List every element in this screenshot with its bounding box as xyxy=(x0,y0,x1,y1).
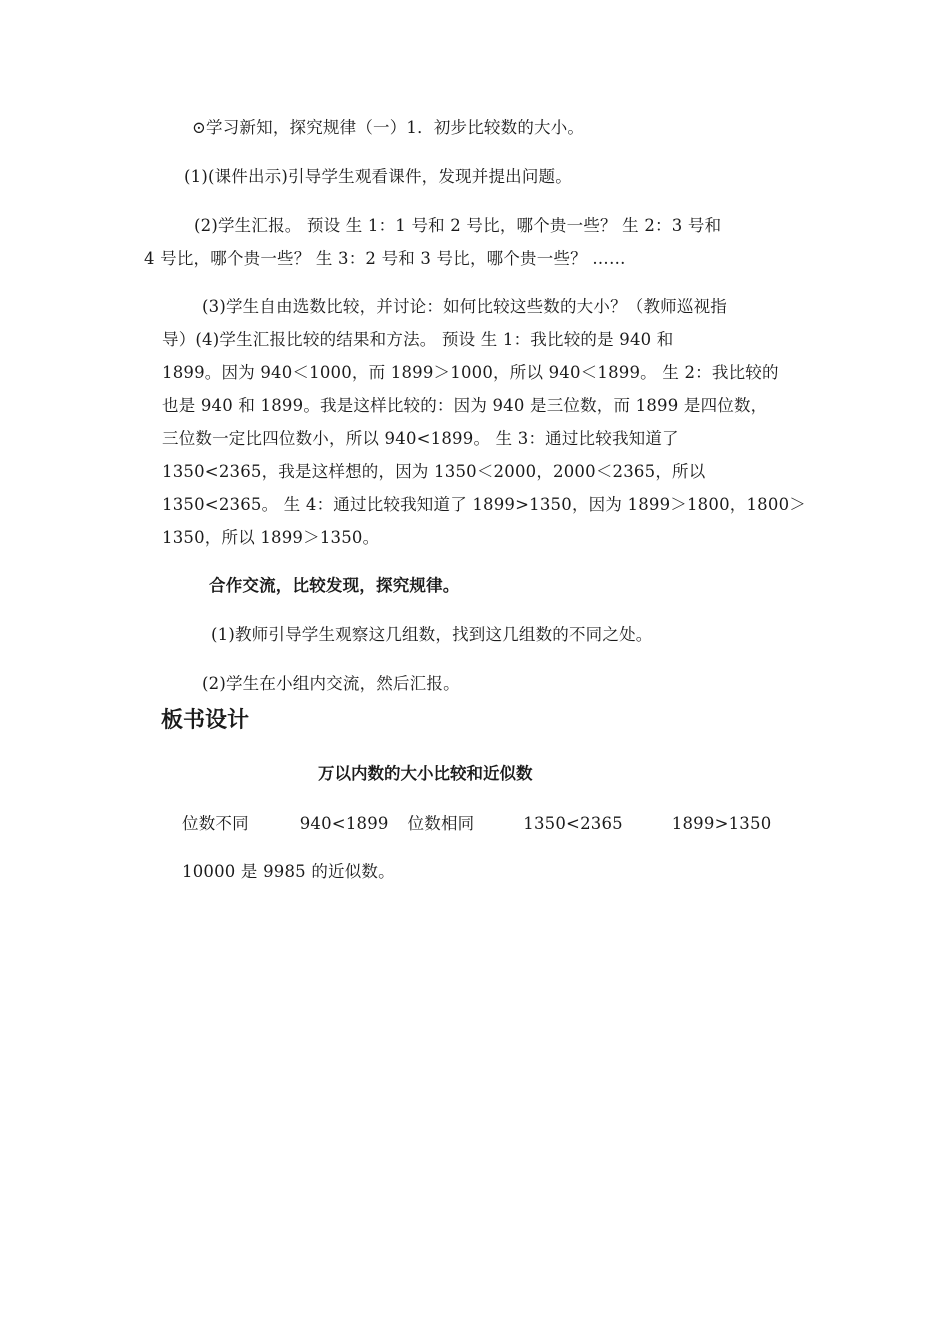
paragraph-cooperate-step-2: (2)学生在小组内交流，然后汇报。 xyxy=(202,674,460,693)
board-value-1350-2365: 1350<2365 xyxy=(523,814,623,833)
paragraph-step-3-4 xyxy=(162,290,806,554)
board-design-heading: 板书设计 xyxy=(161,708,250,733)
board-label-digits-same: 位数相同 xyxy=(407,814,475,833)
paragraph-step-2 xyxy=(144,209,721,275)
paragraph-line: (3)学生自由选数比较，并讨论：如何比较这些数的大小？（教师巡视指 xyxy=(202,297,727,316)
section-heading-cooperate: 合作交流，比较发现，探究规律。 xyxy=(209,576,460,595)
paragraph-line: 三位数一定比四位数小，所以 940<1899。 生 3：通过比较我知道了 xyxy=(162,429,679,448)
board-value-1899-1350: 1899>1350 xyxy=(671,814,772,833)
board-title: 万以内数的大小比较和近似数 xyxy=(318,764,533,783)
paragraph-line: 1350<2365。 生 4：通过比较我知道了 1899>1350，因为 1899＞1800，1800＞ xyxy=(162,495,806,514)
board-value-940-1899: 940<1899 xyxy=(299,814,389,833)
paragraph-line: 1350，所以 1899＞1350。 xyxy=(162,528,380,547)
board-row-comparisons xyxy=(182,807,771,840)
section-heading-learn-new: ⊙学习新知，探究规律（一）1．初步比较数的大小。 xyxy=(192,118,585,137)
paragraph-line: 1899。因为 940＜1000，而 1899＞1000，所以 940＜1899。 生 2：我比较的 xyxy=(162,363,779,382)
board-label-digits-different: 位数不同 xyxy=(182,814,249,833)
paragraph-line: (2)学生汇报。 预设 生 1：1 号和 2 号比，哪个贵一些？ 生 2：3 号和 xyxy=(194,216,722,235)
paragraph-line: 1350<2365，我是这样想的，因为 1350＜2000，2000＜2365，所以 xyxy=(162,462,706,481)
paragraph-line: 也是 940 和 1899。我是这样比较的：因为 940 是三位数，而 1899 是四位数， xyxy=(162,396,768,415)
paragraph-cooperate-step-1: (1)教师引导学生观察这几组数，找到这几组数的不同之处。 xyxy=(211,625,653,644)
paragraph-step-1: (1)(课件出示)引导学生观看课件，发现并提出问题。 xyxy=(184,167,572,186)
board-approximation: 10000 是 9985 的近似数。 xyxy=(182,862,395,881)
paragraph-line: 导）(4)学生汇报比较的结果和方法。 预设 生 1：我比较的是 940 和 xyxy=(162,330,674,349)
paragraph-line: 4 号比，哪个贵一些？ 生 3：2 号和 3 号比，哪个贵一些？ …… xyxy=(144,249,626,268)
